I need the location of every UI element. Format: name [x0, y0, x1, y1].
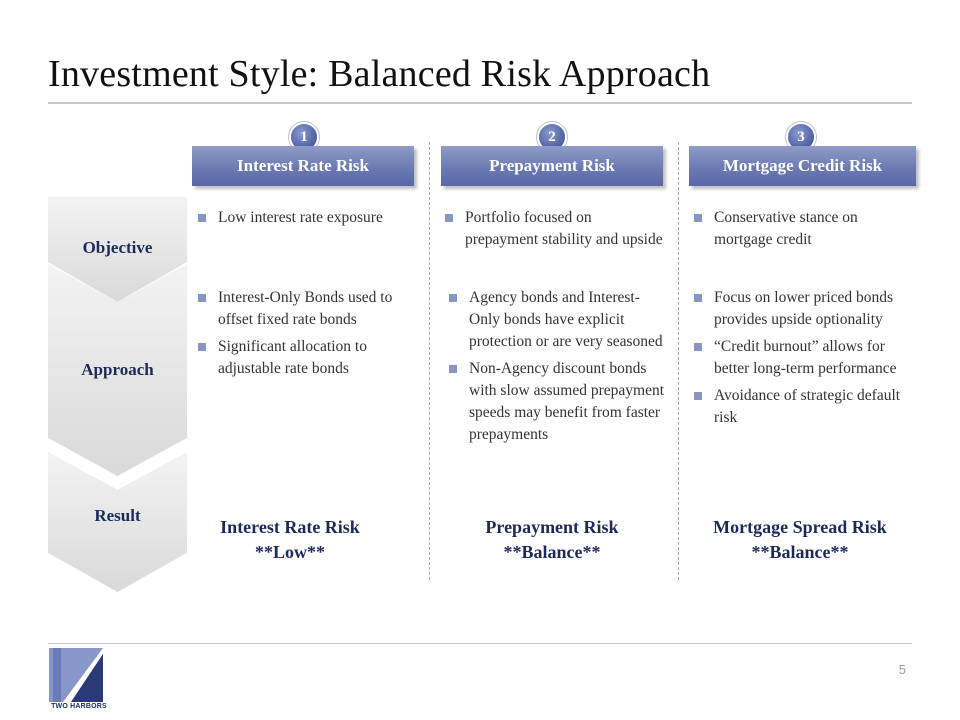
objective-list	[692, 207, 902, 256]
page-number: 5	[898, 662, 906, 677]
square-bullet-icon	[449, 294, 457, 302]
title-rule	[48, 102, 912, 104]
column-number-badge: 3	[786, 122, 816, 152]
approach-list	[196, 287, 416, 385]
list-item: Non-Agency discount bonds with slow assumed prepayment speeds may benefit from faster prepayments	[447, 358, 669, 446]
column-header: Mortgage Credit Risk	[689, 146, 916, 186]
result-text: Interest Rate Risk **Low**	[220, 517, 360, 562]
square-bullet-icon	[694, 294, 702, 302]
column-divider	[678, 142, 679, 580]
column-divider	[429, 142, 430, 580]
column-number-badge: 2	[537, 122, 567, 152]
square-bullet-icon	[449, 365, 457, 373]
slide-title: Investment Style: Balanced Risk Approach	[48, 53, 711, 95]
list-item: Avoidance of strategic default risk	[692, 385, 902, 429]
approach-list	[447, 287, 669, 451]
list-item: Focus on lower priced bonds provides upside optionality	[692, 287, 902, 331]
logo	[49, 648, 103, 702]
list-item: Portfolio focused on prepayment stability and upside	[443, 207, 663, 251]
list-item: Low interest rate exposure	[196, 207, 396, 229]
list-item: Interest-Only Bonds used to offset fixed rate bonds	[196, 287, 416, 331]
list-item: Agency bonds and Interest-Only bonds have explicit protection or are very seasoned	[447, 287, 669, 353]
square-bullet-icon	[694, 343, 702, 351]
approach-list	[692, 287, 902, 434]
square-bullet-icon	[694, 214, 702, 222]
logo-text: TWO HARBORS	[51, 703, 107, 710]
footer-rule	[48, 643, 912, 644]
square-bullet-icon	[198, 214, 206, 222]
square-bullet-icon	[198, 343, 206, 351]
column-header: Interest Rate Risk	[192, 146, 414, 186]
list-item: Conservative stance on mortgage credit	[692, 207, 902, 251]
row-label-approach: Approach	[81, 360, 154, 379]
two-harbors-logo-icon	[49, 648, 103, 702]
square-bullet-icon	[445, 214, 453, 222]
result-text: Prepayment Risk **Balance**	[485, 517, 619, 562]
list-item: “Credit burnout” allows for better long-term performance	[692, 336, 902, 380]
objective-list	[196, 207, 396, 234]
square-bullet-icon	[198, 294, 206, 302]
row-label-result: Result	[94, 506, 141, 525]
objective-list	[443, 207, 663, 256]
column-header: Prepayment Risk	[441, 146, 663, 186]
square-bullet-icon	[694, 392, 702, 400]
row-label-objective: Objective	[82, 238, 153, 257]
column-number-badge: 1	[289, 122, 319, 152]
result-text: Mortgage Spread Risk **Balance**	[713, 517, 887, 562]
list-item: Significant allocation to adjustable rate bonds	[196, 336, 416, 380]
